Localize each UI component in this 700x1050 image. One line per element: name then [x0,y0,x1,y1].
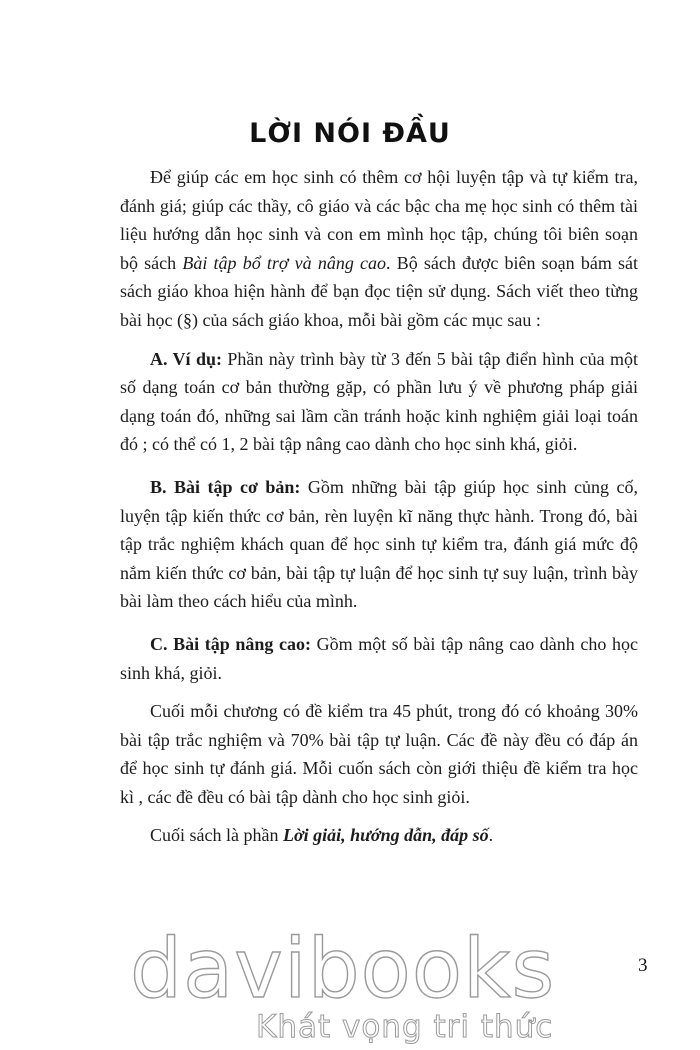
section-b-text: Gồm những bài tập giúp học sinh củng cố, luyện tập kiến thức cơ bản, rèn luyện kĩ năng thực hành. Trong đó, bài tập trắc nghiệm khách quan để học sinh tự kiểm tra, đánh giá mức độ nắm kiến thức cơ bản, bài tập tự luận để học sinh tự suy luận, trình bày bài làm theo cách hiểu của mình. [120,476,638,612]
section-a-label: A. Ví dụ: [150,348,222,369]
section-c-label: C. Bài tập nâng cao: [150,633,311,654]
book-end-text-end: . [488,825,494,846]
page-number: 3 [638,955,648,976]
page-title: LỜI NÓI ĐẦU [249,118,451,149]
intro-text-end: . Bộ sách được biên soạn bám sát sách giáo khoa hiện hành để bạn đọc tiện sử dụng. Sách viết theo từng bài học (§) của sách giáo khoa, mỗi bài gồm các mục sau : [120,252,638,330]
intro-text-start: Để giúp các em học sinh có thêm cơ hội luyện tập và tự kiểm tra, đánh giá; giúp các thầy, cô giáo và các bậc cha mẹ học sinh có thêm tài liệu hướng dẫn học sinh và con em mình học tập, chúng tôi biên soạn bộ sách [120,167,638,273]
section-c-text: Gồm một số bài tập nâng cao dành cho học sinh khá, giỏi. [120,633,638,683]
watermark [130,922,580,1050]
watermark-slogan: Khát vọng tri thức [256,1009,554,1045]
chapter-end-paragraph: Cuối mỗi chương có đề kiểm tra 45 phút, trong đó có khoảng 30% bài tập trắc nghiệm và 70% bài tập tự luận. Các đề này đều có đáp án để học sinh tự đánh giá. Mỗi cuốn sách còn giới thiệu đề kiểm tra học kì , các đề đều có bài tập dành cho học sinh giỏi. [120,701,638,807]
section-b-paragraph [120,473,638,616]
intro-paragraph [120,163,638,335]
section-a-paragraph [120,345,638,459]
book-series-title: Bài tập bổ trợ và nâng cao [182,252,387,273]
preface-body [120,155,638,860]
section-b-label: B. Bài tập cơ bản: [150,476,301,497]
section-a-text: Phần này trình bày từ 3 đến 5 bài tập điển hình của một số dạng toán cơ bản thường gặp, có phần lưu ý về phương pháp giải dạng toán đó, những sai lầm cần tránh hoặc kinh nghiệm giải loại toán đó ; có thể có 1, 2 bài tập nâng cao dành cho học sinh khá, giỏi. [120,348,638,455]
watermark-brand: davibooks [130,922,556,1017]
section-c-paragraph [120,630,638,687]
book-end-text-start: Cuối sách là phần [150,825,283,846]
answers-section-title: Lời giải, hướng dẫn, đáp số [282,825,489,846]
book-end-paragraph [120,821,638,850]
